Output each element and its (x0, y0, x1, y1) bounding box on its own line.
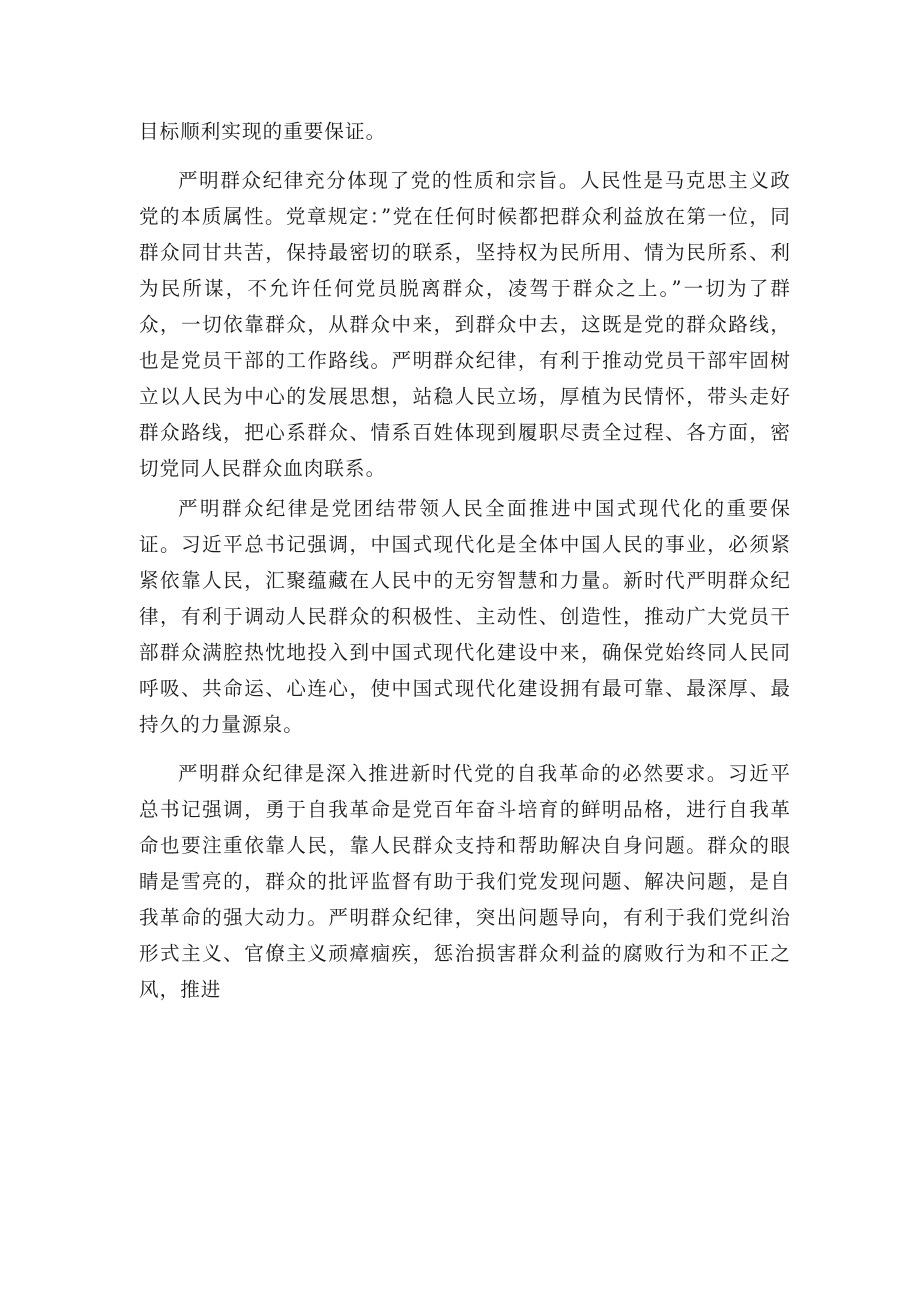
paragraph-continued: 目标顺利实现的重要保证。 (139, 120, 387, 143)
paragraph-modernization: 严明群众纪律是党团结带领人民全面推进中国式现代化的重要保证。习近平总书记强调，中国式现代化是全体中国人民的事业，必须紧紧依靠人民，汇聚蕴藏在人民中的无穷智慧和力量。新时代严明群众纪律，有利于调动人民群众的积极性、主动性、创造性，推动广大党员干部群众满腔热忱地投入到中国式现代化建设中来，确保党始终同人民同呼吸、共命运、心连心，使中国式现代化建设拥有最可靠、最深厚、最持久的力量源泉。 (139, 497, 791, 736)
paragraph-party-nature: 严明群众纪律充分体现了党的性质和宗旨。人民性是马克思主义政党的本质属性。党章规定：”党在任何时候都把群众利益放在第一位，同群众同甘共苦，保持最密切的联系，坚持权为民所用、情为民所系、利为民所谋，不允许任何党员脱离群众，凌驾于群众之上。”一切为了群众，一切依靠群众，从群众中来，到群众中去，这既是党的群众路线，也是党员干部的工作路线。严明群众纪律，有利于推动党员干部牢固树立以人民为中心的发展思想，站稳人民立场，厚植为民情怀，带头走好群众路线，把心系群众、情系百姓体现到履职尽责全过程、各方面，密切党同人民群众血肉联系。 (139, 169, 791, 480)
paragraph-self-revolution: 严明群众纪律是深入推进新时代党的自我革命的必然要求。习近平总书记强调，勇于自我革命是党百年奋斗培育的鲜明品格，进行自我革命也要注重依靠人民，靠人民群众支持和帮助解决自身问题。群众的眼睛是雪亮的，群众的批评监督有助于我们党发现问题、解决问题，是自我革命的强大动力。严明群众纪律，突出问题导向，有利于我们党纠治形式主义、官僚主义顽瘴痼疾，惩治损害群众利益的腐败行为和不正之风，推进 (139, 762, 791, 1001)
document-body (139, 114, 791, 1008)
